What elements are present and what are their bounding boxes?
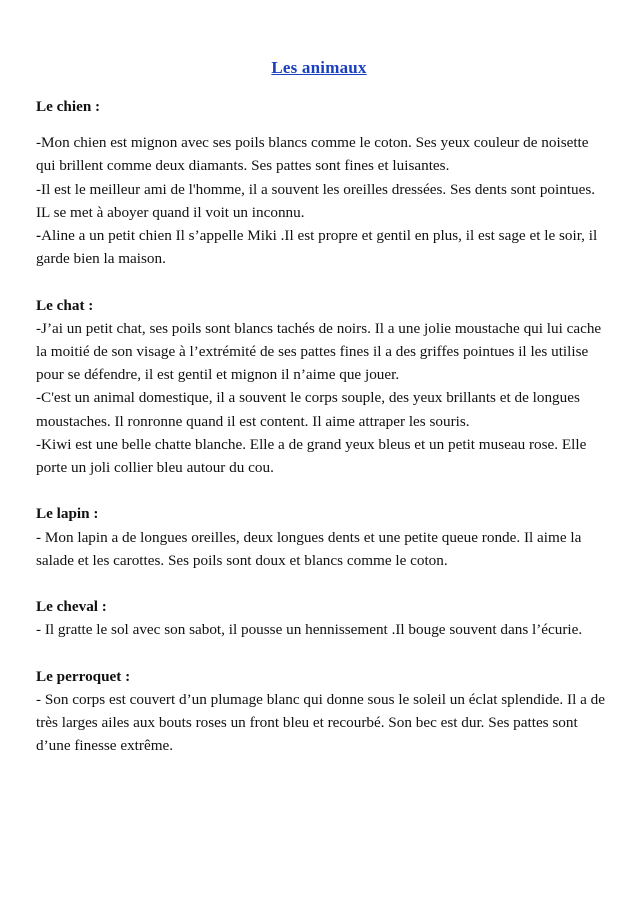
paragraph: -C'est un animal domestique, il a souvent le corps souple, des yeux brillants et de longues moustaches. Il ronronne quand il est content. Il aime attraper les souris. <box>36 389 580 430</box>
paragraph: -J’ai un petit chat, ses poils sont blancs tachés de noirs. Il a une jolie moustache qui lui cache la moitié de son visage à l’extrémité de ses pattes fines il a des griffes pointues il les utilise pour se défendre, il est gentil et mignon il n’aime que jouer. <box>36 319 602 384</box>
section-lapin <box>36 502 606 572</box>
paragraph-text: Aline a un petit chien Il s’appelle Miki .Il est propre et gentil en plus, il est sage et le soir, il garde bien la maison. <box>36 227 598 268</box>
paragraph: - Son corps est couvert d’un plumage blanc qui donne sous le soleil un éclat splendide. Il a de très larges ailes aux bouts roses un front bleu et recourbé. Son bec est dur. Ses pattes sont d’une finesse extrême. <box>36 691 605 755</box>
page-title: Les animaux <box>271 58 367 77</box>
paragraph: -Il est le meilleur ami de l'homme, il a souvent les oreilles dressées. Ses dents sont pointues. IL se met à aboyer quand il voit un inconnu. <box>36 180 596 221</box>
bold-dash: - <box>36 227 42 245</box>
section-heading: Le chien : <box>36 98 101 115</box>
section-cheval <box>36 595 606 641</box>
paragraph: -Kiwi est une belle chatte blanche. Elle a de grand yeux bleus et un petit museau rose. Elle porte un joli collier bleu autour du cou. <box>36 435 587 477</box>
section-chat <box>36 294 606 480</box>
section-chien <box>36 95 606 270</box>
document-body <box>36 95 606 758</box>
paragraph: -Mon chien est mignon avec ses poils blancs comme le coton. Ses yeux couleur de noisette qui brillent comme deux diamants. Ses pattes sont fines et luisantes. <box>36 134 589 175</box>
paragraph: - Mon lapin a de longues oreilles, deux longues dents et une petite queue ronde. Il aime la salade et les carottes. Ses poils sont doux et blancs comme le coton. <box>36 528 582 569</box>
section-heading: Le cheval : <box>36 598 107 616</box>
paragraph <box>36 224 606 270</box>
section-heading: Le lapin : <box>36 505 99 523</box>
section-heading: Le chat : <box>36 296 94 314</box>
section-perroquet <box>36 665 606 758</box>
paragraph: - Il gratte le sol avec son sabot, il pousse un hennissement .Il bouge souvent dans l’écurie. <box>36 621 583 639</box>
section-heading: Le perroquet : <box>36 667 131 685</box>
